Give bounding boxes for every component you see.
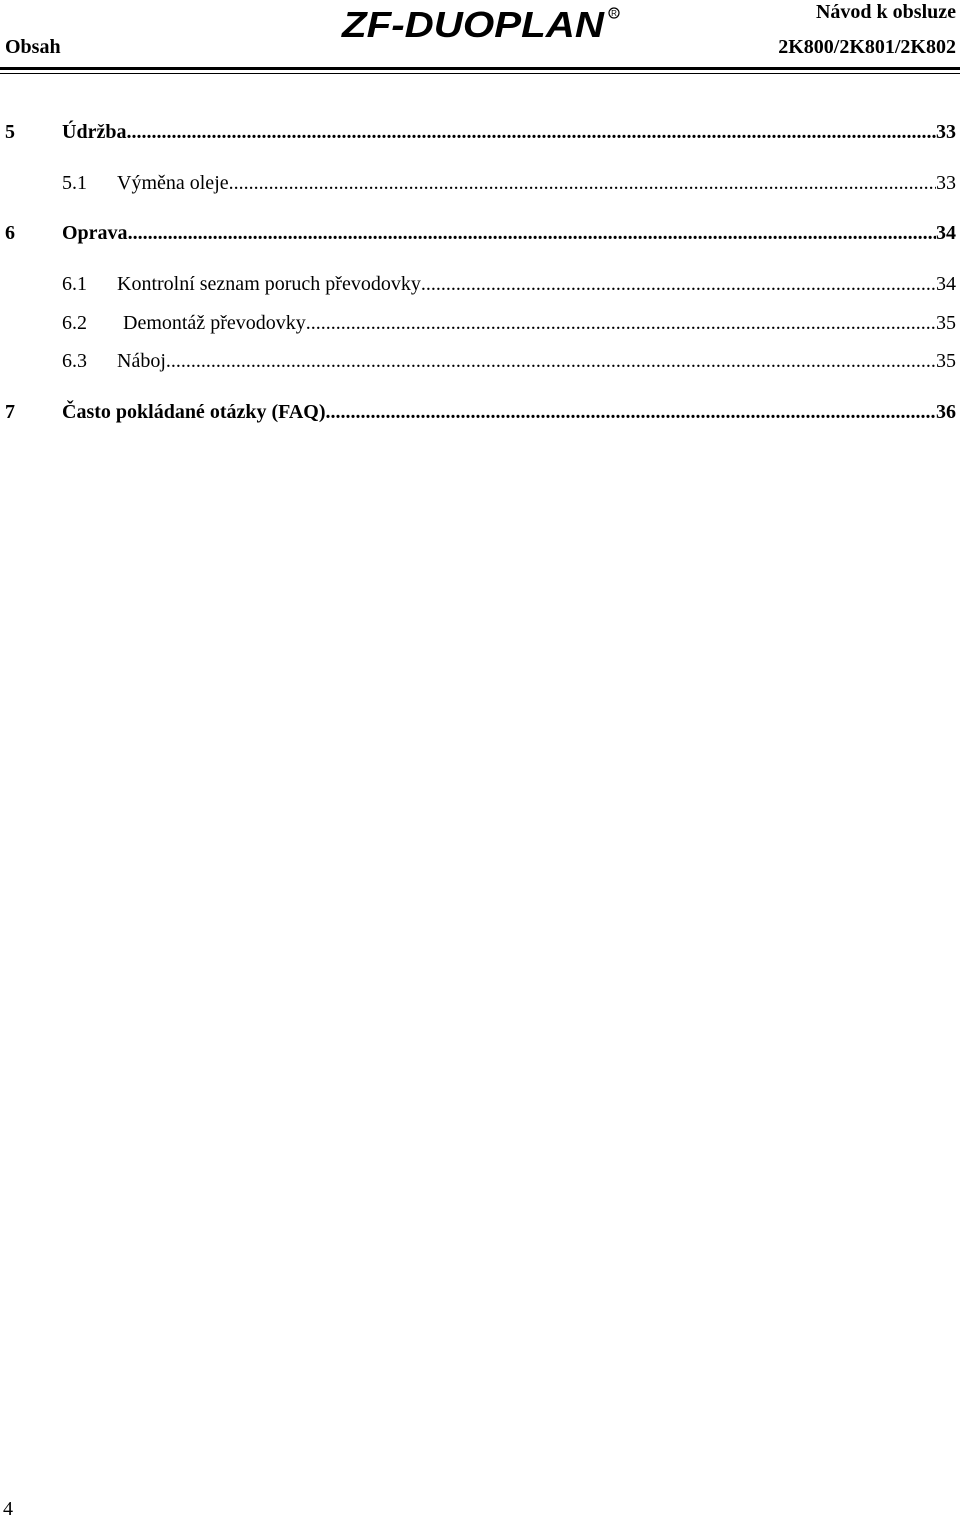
toc-entry-kontrolni-seznam[interactable] [62,271,956,297]
toc-number: 6.3 [62,350,87,372]
toc-dot-leader [166,348,936,374]
toc-title: Údržba [62,121,127,143]
toc-entry-demontaz[interactable] [62,310,956,336]
toc-dot-leader [229,170,936,196]
toc-page-number: 33 [936,172,956,194]
toc-dot-leader [128,220,936,246]
toc-page-number: 34 [936,222,956,244]
toc-page-number: 36 [936,401,956,423]
toc-dot-leader [421,271,936,297]
toc-entry-faq[interactable] [5,399,956,425]
toc-page-number: 35 [936,350,956,372]
toc-number: 6 [5,222,15,244]
header-divider [0,67,960,74]
toc-page-number: 34 [936,273,956,295]
toc-title: Kontrolní seznam poruch převodovky [117,273,421,295]
zf-duoplan-logo [340,4,630,44]
toc-page-number: 35 [936,312,956,334]
toc-page-number: 33 [936,121,956,143]
toc-entry-vymena-oleje[interactable] [62,170,956,196]
toc-title: Oprava [62,222,128,244]
toc-entry-udrzba[interactable] [5,119,956,145]
document-title: Návod k obsluze [815,1,956,23]
toc-title: Často pokládané otázky (FAQ) [62,401,326,423]
registered-mark: R [611,9,617,18]
logo-wordmark: ZF-DUOPLAN [340,4,606,44]
toc-dot-leader [326,399,936,425]
page-header [0,0,960,80]
toc-number: 5.1 [62,172,87,194]
model-numbers: 2K800/2K801/2K802 [778,36,956,58]
toc-title: Demontáž převodovky [123,312,306,334]
section-label: Obsah [5,36,61,58]
toc-title: Náboj [117,350,166,372]
toc-dot-leader [126,119,936,145]
toc-title: Výměna oleje [117,172,229,194]
toc-number: 7 [5,401,15,423]
toc-dot-leader [306,310,936,336]
toc-entry-naboj[interactable] [62,348,956,374]
toc-number: 5 [5,121,15,143]
toc-entry-oprava[interactable] [5,220,956,246]
toc-number: 6.1 [62,273,87,295]
page-number: 4 [3,1498,13,1520]
toc-number: 6.2 [62,312,87,334]
